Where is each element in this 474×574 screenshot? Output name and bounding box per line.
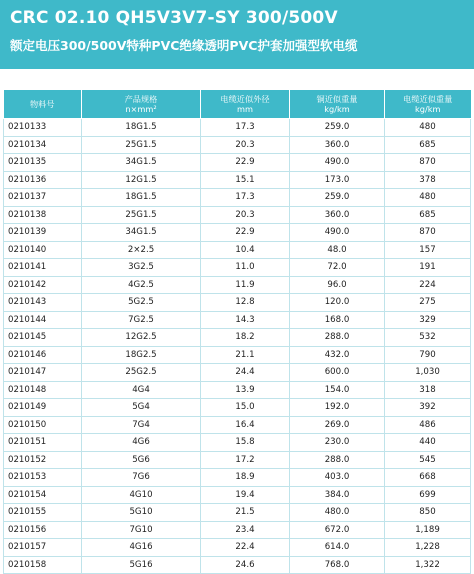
cell-copper-weight: 360.0 — [290, 136, 385, 154]
cell-diameter: 17.3 — [201, 189, 290, 207]
cell-spec: 4G6 — [82, 434, 201, 452]
table-row — [4, 451, 471, 469]
cell-copper-weight: 384.0 — [290, 486, 385, 504]
cell-cable-weight: 790 — [385, 346, 471, 364]
cell-cable-weight: 318 — [385, 381, 471, 399]
cell-diameter: 17.3 — [201, 119, 290, 137]
cell-material-no: 0210141 — [4, 259, 82, 277]
cell-copper-weight: 168.0 — [290, 311, 385, 329]
column-header-line2: mm — [237, 104, 253, 114]
cell-spec: 5G2.5 — [82, 294, 201, 312]
cell-cable-weight: 275 — [385, 294, 471, 312]
column-header-line1: 物料号 — [29, 99, 55, 109]
cell-copper-weight: 672.0 — [290, 521, 385, 539]
cell-material-no: 0210156 — [4, 521, 82, 539]
cell-diameter: 18.9 — [201, 469, 290, 487]
cell-spec: 7G10 — [82, 521, 201, 539]
cell-cable-weight: 1,322 — [385, 556, 471, 574]
cell-cable-weight: 699 — [385, 486, 471, 504]
table-row — [4, 504, 471, 522]
cell-copper-weight: 614.0 — [290, 539, 385, 557]
cell-cable-weight: 532 — [385, 329, 471, 347]
cell-diameter: 22.9 — [201, 154, 290, 172]
cell-diameter: 11.9 — [201, 276, 290, 294]
cell-material-no: 0210150 — [4, 416, 82, 434]
cell-spec: 18G2.5 — [82, 346, 201, 364]
cell-copper-weight: 230.0 — [290, 434, 385, 452]
cell-diameter: 11.0 — [201, 259, 290, 277]
cell-copper-weight: 432.0 — [290, 346, 385, 364]
cell-spec: 7G2.5 — [82, 311, 201, 329]
cell-cable-weight: 668 — [385, 469, 471, 487]
cell-spec: 4G10 — [82, 486, 201, 504]
cell-diameter: 22.4 — [201, 539, 290, 557]
cell-spec: 12G2.5 — [82, 329, 201, 347]
cell-spec: 4G16 — [82, 539, 201, 557]
cell-spec: 5G4 — [82, 399, 201, 417]
cell-diameter: 15.0 — [201, 399, 290, 417]
cell-spec: 5G10 — [82, 504, 201, 522]
table-row — [4, 434, 471, 452]
cell-spec: 25G1.5 — [82, 136, 201, 154]
table-row — [4, 224, 471, 242]
cell-cable-weight: 392 — [385, 399, 471, 417]
cell-copper-weight: 480.0 — [290, 504, 385, 522]
cell-spec: 5G6 — [82, 451, 201, 469]
cell-copper-weight: 173.0 — [290, 171, 385, 189]
table-row — [4, 136, 471, 154]
cell-cable-weight: 480 — [385, 119, 471, 137]
cell-copper-weight: 600.0 — [290, 364, 385, 382]
cell-material-no: 0210137 — [4, 189, 82, 207]
cell-spec: 25G2.5 — [82, 364, 201, 382]
cell-spec: 7G4 — [82, 416, 201, 434]
table-row — [4, 154, 471, 172]
table-row — [4, 486, 471, 504]
table-row — [4, 189, 471, 207]
cell-spec: 34G1.5 — [82, 224, 201, 242]
table-header-row — [4, 90, 471, 119]
cell-diameter: 20.3 — [201, 136, 290, 154]
cell-diameter: 14.3 — [201, 311, 290, 329]
cell-cable-weight: 685 — [385, 206, 471, 224]
cell-copper-weight: 259.0 — [290, 119, 385, 137]
cell-spec: 5G16 — [82, 556, 201, 574]
cell-cable-weight: 1,030 — [385, 364, 471, 382]
cell-cable-weight: 440 — [385, 434, 471, 452]
cell-spec: 18G1.5 — [82, 119, 201, 137]
cell-cable-weight: 486 — [385, 416, 471, 434]
cell-diameter: 21.1 — [201, 346, 290, 364]
table-row — [4, 311, 471, 329]
cell-copper-weight: 192.0 — [290, 399, 385, 417]
cell-copper-weight: 360.0 — [290, 206, 385, 224]
cell-material-no: 0210140 — [4, 241, 82, 259]
cell-diameter: 13.9 — [201, 381, 290, 399]
table-row — [4, 381, 471, 399]
column-header-material-no — [4, 90, 82, 119]
cell-diameter: 24.6 — [201, 556, 290, 574]
cell-spec: 12G1.5 — [82, 171, 201, 189]
cell-diameter: 23.4 — [201, 521, 290, 539]
column-header-line1: 电缆近似外径 — [220, 94, 270, 104]
cell-material-no: 0210133 — [4, 119, 82, 137]
cell-material-no: 0210144 — [4, 311, 82, 329]
cell-material-no: 0210142 — [4, 276, 82, 294]
cell-cable-weight: 685 — [385, 136, 471, 154]
cell-material-no: 0210148 — [4, 381, 82, 399]
cell-material-no: 0210154 — [4, 486, 82, 504]
cell-copper-weight: 768.0 — [290, 556, 385, 574]
cell-spec: 34G1.5 — [82, 154, 201, 172]
table-row — [4, 539, 471, 557]
table-row — [4, 346, 471, 364]
cell-material-no: 0210146 — [4, 346, 82, 364]
table-row — [4, 259, 471, 277]
cell-material-no: 0210152 — [4, 451, 82, 469]
cell-material-no: 0210135 — [4, 154, 82, 172]
cell-material-no: 0210136 — [4, 171, 82, 189]
column-header-line2: n×mm² — [125, 104, 157, 114]
cell-copper-weight: 288.0 — [290, 329, 385, 347]
cell-cable-weight: 850 — [385, 504, 471, 522]
table-row — [4, 329, 471, 347]
column-header-line1: 铜近似重量 — [316, 94, 358, 104]
cell-material-no: 0210149 — [4, 399, 82, 417]
column-header-copper-weight — [290, 90, 385, 119]
cell-spec: 18G1.5 — [82, 189, 201, 207]
table-row — [4, 469, 471, 487]
cell-copper-weight: 269.0 — [290, 416, 385, 434]
cell-diameter: 22.9 — [201, 224, 290, 242]
cell-material-no: 0210139 — [4, 224, 82, 242]
cell-material-no: 0210143 — [4, 294, 82, 312]
cell-spec: 25G1.5 — [82, 206, 201, 224]
cell-copper-weight: 259.0 — [290, 189, 385, 207]
column-header-spec — [82, 90, 201, 119]
cell-diameter: 16.4 — [201, 416, 290, 434]
column-header-line1: 电缆近似重量 — [403, 94, 453, 104]
cell-cable-weight: 191 — [385, 259, 471, 277]
cell-spec: 4G2.5 — [82, 276, 201, 294]
cell-material-no: 0210153 — [4, 469, 82, 487]
cell-copper-weight: 120.0 — [290, 294, 385, 312]
table-row — [4, 171, 471, 189]
column-header-line2: kg/km — [324, 104, 350, 114]
table-row — [4, 119, 471, 137]
cell-material-no: 0210147 — [4, 364, 82, 382]
table-body — [4, 119, 471, 574]
page-title: CRC 02.10 QH5V3V7-SY 300/500V — [10, 8, 338, 28]
header-banner — [0, 0, 474, 69]
cell-copper-weight: 288.0 — [290, 451, 385, 469]
table-row — [4, 364, 471, 382]
cell-cable-weight: 378 — [385, 171, 471, 189]
cell-diameter: 19.4 — [201, 486, 290, 504]
cell-material-no: 0210138 — [4, 206, 82, 224]
cell-copper-weight: 72.0 — [290, 259, 385, 277]
cell-diameter: 24.4 — [201, 364, 290, 382]
cell-material-no: 0210155 — [4, 504, 82, 522]
cell-spec: 3G2.5 — [82, 259, 201, 277]
cell-copper-weight: 490.0 — [290, 154, 385, 172]
column-header-diameter — [201, 90, 290, 119]
cell-material-no: 0210145 — [4, 329, 82, 347]
table-row — [4, 399, 471, 417]
cell-cable-weight: 870 — [385, 224, 471, 242]
cell-spec: 4G4 — [82, 381, 201, 399]
column-header-cable-weight — [385, 90, 471, 119]
cell-material-no: 0210157 — [4, 539, 82, 557]
cell-material-no: 0210158 — [4, 556, 82, 574]
cell-diameter: 10.4 — [201, 241, 290, 259]
cell-diameter: 15.8 — [201, 434, 290, 452]
cell-copper-weight: 403.0 — [290, 469, 385, 487]
column-header-line2: kg/km — [415, 104, 441, 114]
table-row — [4, 416, 471, 434]
cell-copper-weight: 96.0 — [290, 276, 385, 294]
cell-cable-weight: 224 — [385, 276, 471, 294]
cell-diameter: 15.1 — [201, 171, 290, 189]
cell-cable-weight: 329 — [385, 311, 471, 329]
cell-cable-weight: 1,228 — [385, 539, 471, 557]
table-row — [4, 521, 471, 539]
cell-copper-weight: 490.0 — [290, 224, 385, 242]
cell-material-no: 0210151 — [4, 434, 82, 452]
cell-cable-weight: 1,189 — [385, 521, 471, 539]
table-row — [4, 556, 471, 574]
page-subtitle: 额定电压300/500V特种PVC绝缘透明PVC护套加强型软电缆 — [10, 38, 358, 53]
cell-cable-weight: 480 — [385, 189, 471, 207]
column-header-line1: 产品规格 — [124, 94, 158, 104]
spec-table — [3, 90, 471, 574]
cell-diameter: 12.8 — [201, 294, 290, 312]
table-row — [4, 241, 471, 259]
cell-diameter: 18.2 — [201, 329, 290, 347]
cell-diameter: 21.5 — [201, 504, 290, 522]
cell-diameter: 17.2 — [201, 451, 290, 469]
cell-cable-weight: 545 — [385, 451, 471, 469]
cell-spec: 7G6 — [82, 469, 201, 487]
cell-diameter: 20.3 — [201, 206, 290, 224]
cell-cable-weight: 157 — [385, 241, 471, 259]
table-row — [4, 294, 471, 312]
cell-material-no: 0210134 — [4, 136, 82, 154]
cell-copper-weight: 48.0 — [290, 241, 385, 259]
table-row — [4, 276, 471, 294]
table-row — [4, 206, 471, 224]
cell-spec: 2×2.5 — [82, 241, 201, 259]
cell-copper-weight: 154.0 — [290, 381, 385, 399]
cell-cable-weight: 870 — [385, 154, 471, 172]
